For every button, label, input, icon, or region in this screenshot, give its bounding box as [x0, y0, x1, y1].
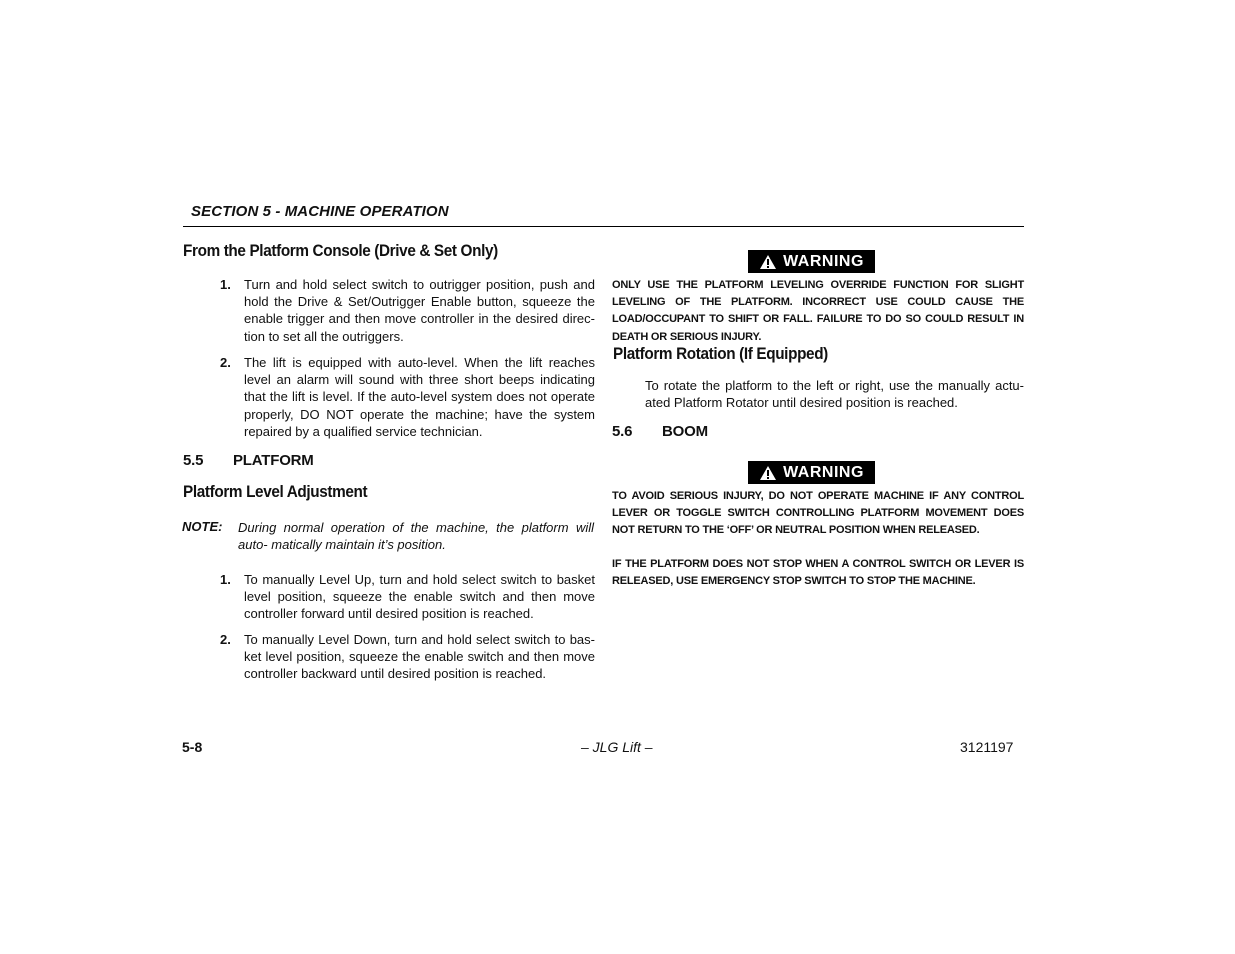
note-text: During normal operation of the machine, the platform will auto- matically maintain it’s position. — [238, 520, 594, 553]
list-text: To manually Level Up, turn and hold select switch to basket level position, squeeze the enable switch and then move controller forward until desired position is reached. — [244, 572, 595, 622]
list-number: 2. — [220, 632, 231, 647]
header-rule — [183, 226, 1024, 227]
warning-badge — [748, 250, 875, 273]
section-5-6-title: BOOM — [662, 423, 708, 440]
list-number: 2. — [220, 355, 231, 370]
list-text: The lift is equipped with auto-level. When the lift reaches level an alarm will sound with three short beeps indicating that the lift is level. If the auto-level system does not operate properly, DO NOT operate the machine; have the system repaired by a qualified service technician. — [244, 355, 595, 439]
warning-text: TO AVOID SERIOUS INJURY, DO NOT OPERATE MACHINE IF ANY CONTROL LEVER OR TOGGLE SWITCH CONTROLLING PLATFORM MOVEMENT DOES NOT RETURN TO THE ‘OFF’ OR NEUTRAL POSITION WHEN RELEASED. — [612, 490, 1024, 537]
warning-text: IF THE PLATFORM DOES NOT STOP WHEN A CONTROL SWITCH OR LEVER IS RELEASED, USE EMERGENCY STOP SWITCH TO STOP THE MACHINE. — [612, 558, 1024, 588]
level-heading: Platform Level Adjustment — [183, 482, 368, 501]
list-number: 1. — [220, 277, 231, 292]
warning-text: ONLY USE THE PLATFORM LEVELING OVERRIDE FUNCTION FOR SLIGHT LEVELING OF THE PLATFORM. INCORRECT USE COULD CAUSE THE LOAD/OCCUPANT TO SHIFT OR FALL. FAILURE TO DO SO COULD RESULT IN DEATH OR SERIOUS INJURY. — [612, 279, 1024, 343]
note-label: NOTE: — [182, 519, 223, 534]
section-header: SECTION 5 - MACHINE OPERATION — [191, 203, 449, 220]
warning-label: WARNING — [783, 463, 864, 481]
section-5-5-title: PLATFORM — [233, 452, 314, 469]
list-text: Turn and hold select switch to outrigger position, push and hold the Drive & Set/Outrigger Enable button, squeeze the enable trigger and then move controller in the desired direc- tion to set all the outriggers. — [244, 277, 595, 344]
footer-center: – JLG Lift – — [581, 739, 653, 755]
section-5-6-number: 5.6 — [612, 423, 633, 440]
page-number: 5-8 — [182, 739, 203, 755]
rotation-text: To rotate the platform to the left or right, use the manually actu- ated Platform Rotator until desired position is reached. — [645, 378, 1024, 411]
console-heading: From the Platform Console (Drive & Set Only) — [183, 241, 498, 260]
list-number: 1. — [220, 572, 231, 587]
warning-triangle-icon — [759, 254, 777, 270]
doc-number: 3121197 — [960, 739, 1014, 755]
list-text: To manually Level Down, turn and hold select switch to bas- ket level position, squeeze the enable switch and then move controller backward until desired position is reached. — [244, 632, 595, 682]
section-5-5-number: 5.5 — [183, 452, 204, 469]
rotation-heading: Platform Rotation (If Equipped) — [613, 344, 828, 363]
warning-triangle-icon — [759, 465, 777, 481]
warning-badge — [748, 461, 875, 484]
warning-label: WARNING — [783, 252, 864, 270]
